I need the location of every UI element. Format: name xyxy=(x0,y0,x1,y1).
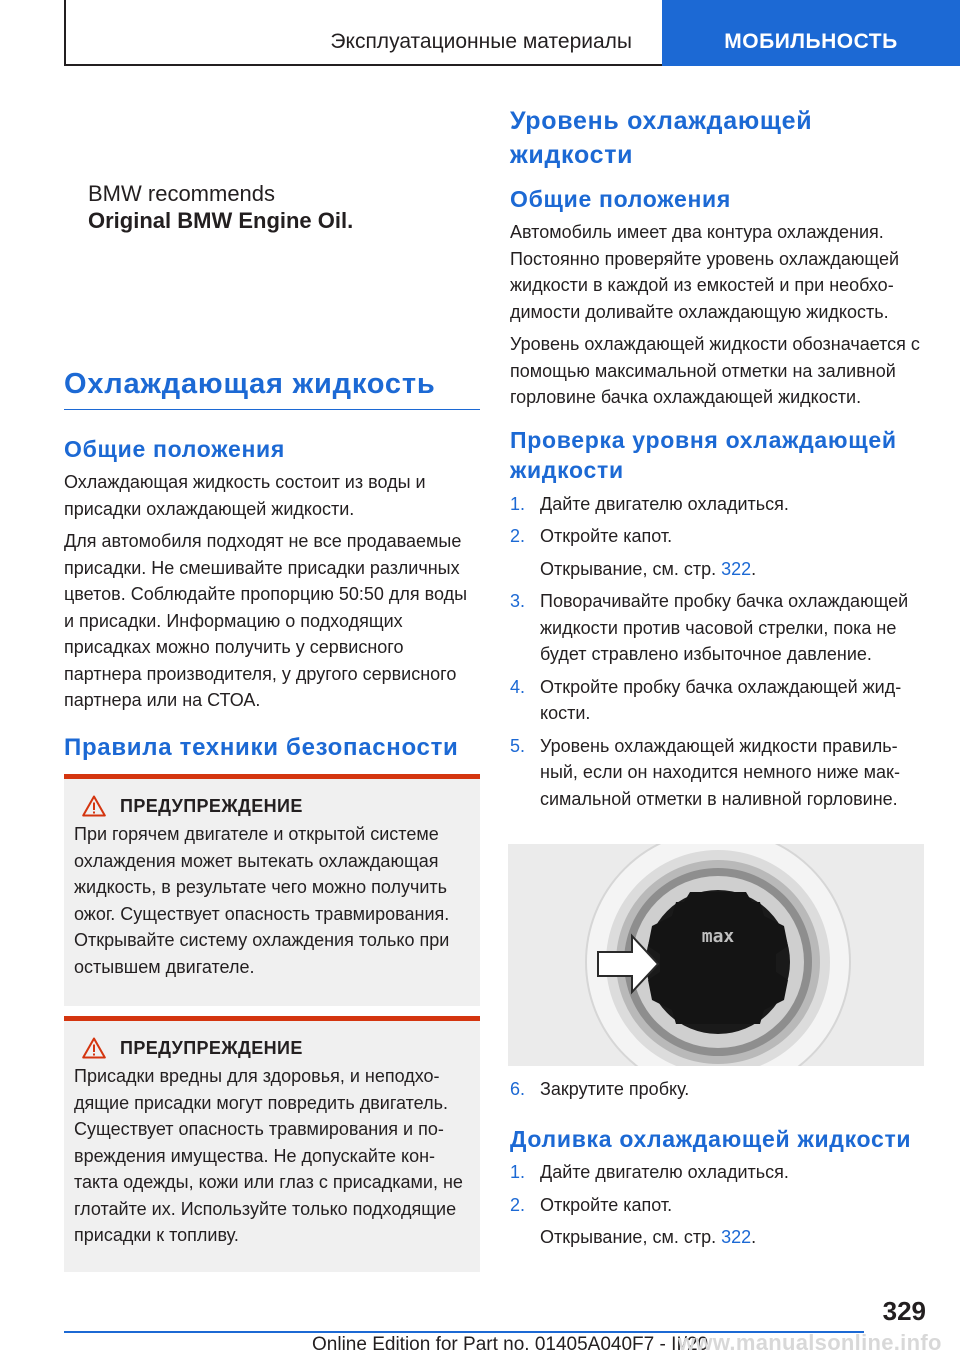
step-text: Поворачивайте пробку бачка охлаждающей жидкости против часовой стрелки, пока не будет стравлено избыточное давление. xyxy=(540,591,909,664)
list-item xyxy=(510,588,926,668)
step-text: Откройте пробку бачка охлаждающей жидкости. xyxy=(540,676,902,723)
warning-text-2: Присадки вредны для здоровья, и неподходящие присадки могут повредить двигатель. Существует опасность травмирования и повреждения имущества. Не допускайте контакта одежды, кожи или глаз с присадками, не глотайте их. Используйте только подходящие присадки к топливу. xyxy=(74,1066,463,1245)
reference-suffix: . xyxy=(751,1227,757,1247)
refill-section xyxy=(510,1126,926,1251)
check-level-heading: Проверка уровня охлаждающей жидкости xyxy=(510,426,897,483)
general-section xyxy=(64,436,480,714)
page-reference-link[interactable]: 322 xyxy=(721,1227,752,1247)
warning-title-1 xyxy=(82,795,470,817)
step-text: Дайте двигателю охладиться. xyxy=(540,1162,789,1182)
step-number: 1. xyxy=(510,1162,526,1182)
warning-box-1 xyxy=(64,774,480,1006)
reference-prefix: Открывание, см. стр. xyxy=(540,1227,722,1247)
footer-watermark: www.manualsonline.info xyxy=(678,1330,942,1355)
step-number: 3. xyxy=(510,591,526,611)
oil-recommendation-line2: Original BMW Engine Oil. xyxy=(88,208,354,233)
step-text: Уровень охлаждающей жидкости правильный, если он находится немного ниже максимальной отметки в наливной горловине. xyxy=(540,735,900,809)
warning-box-2 xyxy=(64,1016,480,1272)
warning-text-1: При горячем двигателе и открытой системе охлаждения может вытекать охлаждающая жидкость, в результате чего можно получить ожог. Существует опасность травмирования. Открывайте систему охлаждения только при остывшем двигателе. xyxy=(74,824,450,977)
level-section xyxy=(510,104,926,812)
reference-prefix: Открывание, см. стр. xyxy=(540,558,722,579)
footer-edition: Online Edition for Part no. 01405A040F7 - II/20 xyxy=(312,1334,709,1355)
oil-recommendation-logo xyxy=(88,180,353,234)
list-item xyxy=(510,1159,926,1186)
header-chapter-tab[interactable]: МОБИЛЬНОСТЬ xyxy=(662,0,960,66)
step-text: Откройте капот. xyxy=(540,1194,673,1215)
step-number: 1. xyxy=(510,493,526,514)
page-number: 329 xyxy=(882,1296,926,1326)
max-mark-label: max xyxy=(701,926,735,947)
warning-triangle-icon xyxy=(82,795,106,817)
general-paragraph-2: Для автомобиля подходят не все продаваемые присадки. Не смешивайте присадки различных цветов. Соблюдайте пропорцию 50:50 для воды и присадки. Информацию о подходящих присадках можно получить у сервисного партнера производителя, у другого сервисного партнера или на СТОА. xyxy=(64,531,468,710)
step-number: 6. xyxy=(510,1079,526,1099)
step-number: 5. xyxy=(510,735,526,756)
chapter-title: Охлаждающая жидкость xyxy=(64,368,480,410)
list-item xyxy=(510,1192,926,1251)
coolant-cap-illustration xyxy=(508,844,924,1066)
general-heading: Общие положения xyxy=(64,436,285,462)
coolant-cap-photo xyxy=(508,844,924,1066)
warning-title-text-1: ПРЕДУПРЕЖДЕНИЕ xyxy=(120,795,303,816)
step-text: Дайте двигателю охладиться. xyxy=(540,493,789,514)
step-number: 4. xyxy=(510,676,526,697)
list-item xyxy=(510,674,926,727)
list-item xyxy=(510,733,926,813)
warning-title-2 xyxy=(82,1037,470,1059)
level-paragraph-2: Уровень охлаждающей жидкости обозначается с помощью максимальной отметки на заливной горловине бачка охлаждающей жидкости. xyxy=(510,334,920,407)
warning-title-text-2: ПРЕДУПРЕЖДЕНИЕ xyxy=(120,1037,303,1058)
step-reference xyxy=(540,556,926,583)
step-number: 2. xyxy=(510,526,526,546)
general-paragraph-1: Охлаждающая жидкость состоит из воды и присадки охлаждающей жидкости. xyxy=(64,472,426,519)
level-general-heading: Общие положения xyxy=(510,186,731,212)
warning-triangle-icon xyxy=(82,1037,106,1059)
list-item xyxy=(510,1076,926,1103)
level-title: Уровень охлаждающей жидкости xyxy=(510,107,813,169)
refill-steps-list xyxy=(510,1159,926,1251)
step-text: Закрутите пробку. xyxy=(540,1079,690,1099)
header-divider-bottom xyxy=(64,64,662,66)
header-section-title: Эксплуатационные материалы xyxy=(330,30,632,53)
step-reference xyxy=(540,1224,926,1251)
list-item xyxy=(510,523,926,582)
safety-heading: Правила техники безопасности xyxy=(64,734,459,761)
reference-suffix: . xyxy=(751,558,757,579)
page-reference-link[interactable]: 322 xyxy=(721,558,752,579)
check-steps-list xyxy=(510,491,926,813)
step-text: Откройте капот. xyxy=(540,526,673,546)
oil-recommendation-line1: BMW recommends xyxy=(88,181,276,206)
list-item xyxy=(510,491,926,518)
step-number: 2. xyxy=(510,1194,526,1215)
refill-heading: Доливка охлаждающей жидкости xyxy=(510,1126,912,1152)
level-paragraph-1: Автомобиль имеет два контура охлаждения. Постоянно проверяйте уровень охлаждающей жидкости в каждой из емкостей и при необходимости доливайте охлаждающую жидкость. xyxy=(510,222,900,322)
step-six xyxy=(510,1076,926,1103)
